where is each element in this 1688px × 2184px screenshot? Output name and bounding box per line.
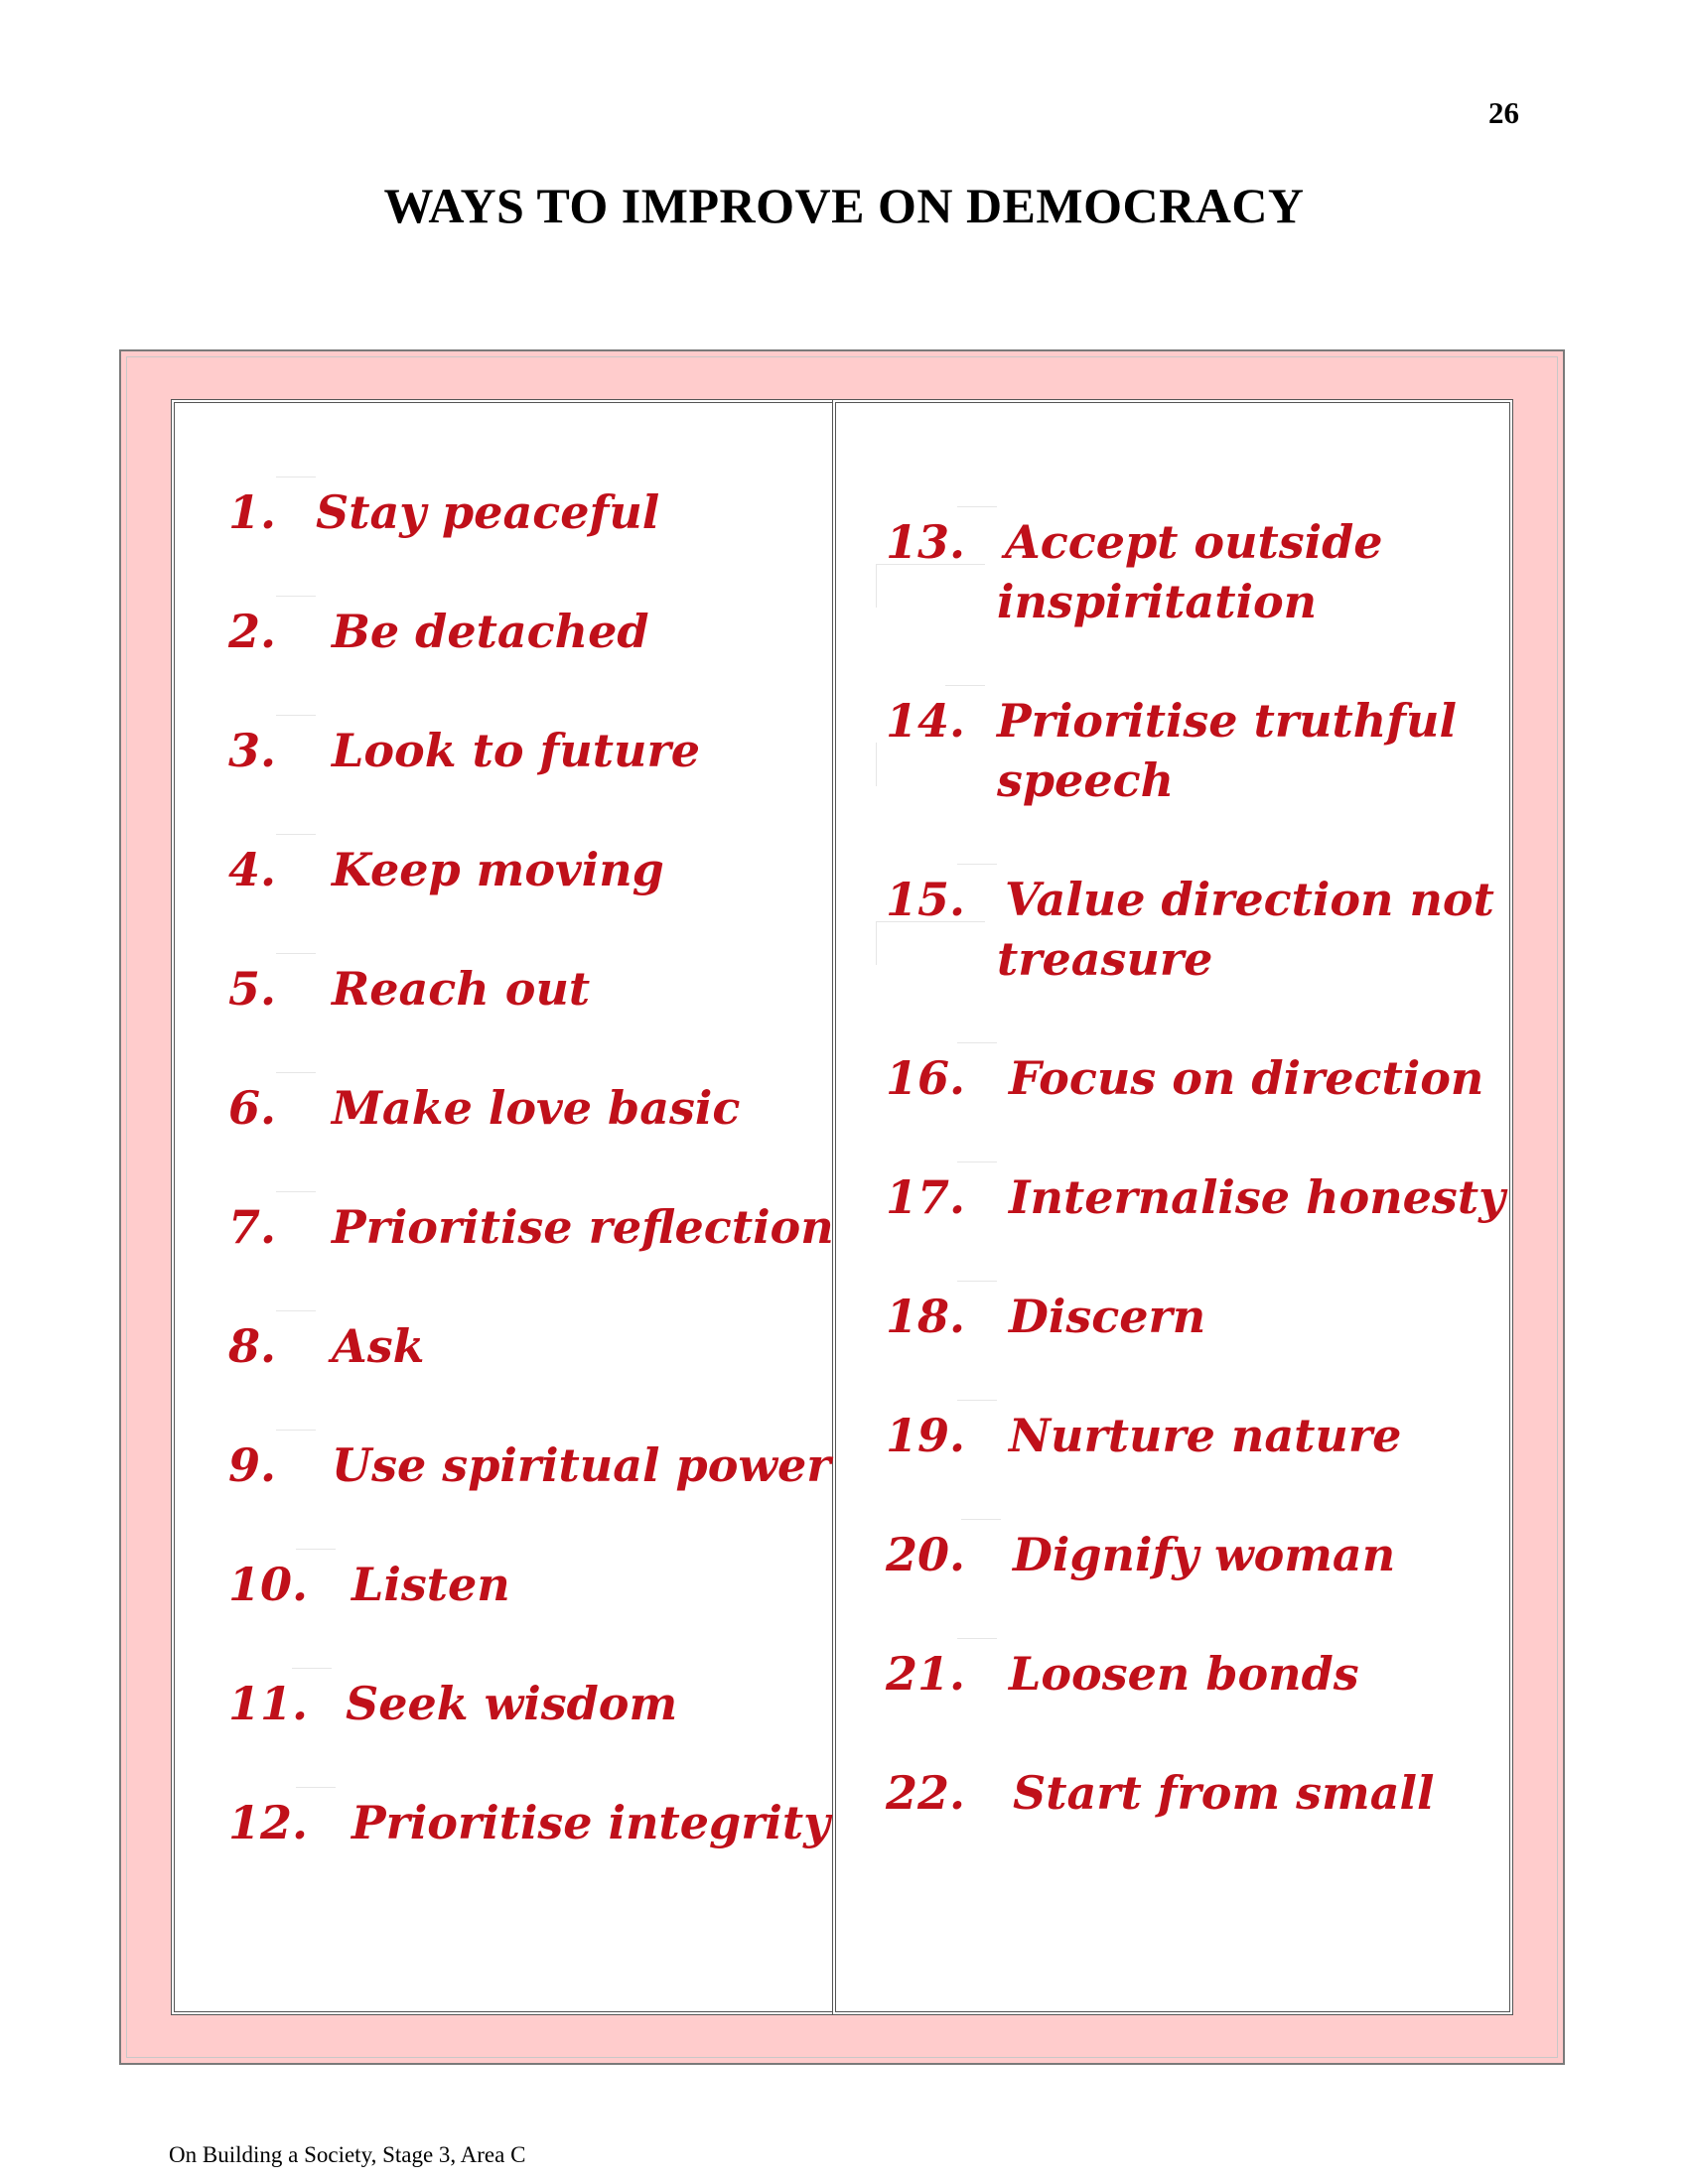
footer-text: On Building a Society, Stage 3, Area C (169, 2142, 526, 2167)
item-text: Loosen bonds (1009, 1647, 1359, 1701)
item-tick (957, 1161, 997, 1162)
item-text: Start from small (1013, 1766, 1435, 1820)
item-tick (296, 1549, 336, 1550)
item-tick (276, 596, 316, 597)
item-text-continued: treasure (997, 932, 1213, 986)
item-tick (961, 1519, 1001, 1520)
page-number: 26 (1488, 95, 1519, 130)
item-number: 16. (886, 1051, 966, 1105)
item-number: 12. (228, 1796, 309, 1849)
item-tick (276, 834, 316, 835)
item-tick (957, 1638, 997, 1639)
item-tick (276, 1430, 316, 1431)
item-number: 6. (228, 1081, 277, 1135)
item-text: Nurture nature (1009, 1409, 1402, 1462)
item-text: Dignify woman (1013, 1528, 1396, 1581)
item-text: Ask (332, 1319, 425, 1373)
item-number: 5. (228, 962, 277, 1016)
item-number: 18. (886, 1290, 966, 1343)
item-number: 13. (886, 515, 966, 569)
item-text: Seek wisdom (346, 1677, 678, 1730)
item-tick (876, 743, 877, 786)
item-number: 20. (886, 1528, 966, 1581)
item-tick (957, 1281, 997, 1282)
item-number: 17. (886, 1170, 966, 1224)
item-tick (276, 715, 316, 716)
item-number: 2. (228, 605, 277, 658)
item-number: 7. (228, 1200, 277, 1254)
item-text: Discern (1009, 1290, 1206, 1343)
item-number: 11. (228, 1677, 309, 1730)
item-tick (292, 1668, 332, 1669)
item-text-continued: inspiritation (997, 575, 1318, 628)
item-text: Reach out (332, 962, 591, 1016)
item-tick (957, 1042, 997, 1043)
item-text: Be detached (332, 605, 649, 658)
item-tick (957, 506, 997, 507)
item-number: 22. (886, 1766, 966, 1820)
item-tick (876, 921, 877, 965)
item-tick (276, 1191, 316, 1192)
item-tick (276, 953, 316, 954)
item-number: 4. (228, 843, 277, 896)
item-tick (276, 1310, 316, 1311)
item-text: Look to future (332, 724, 700, 777)
item-tick (945, 685, 985, 686)
item-text: Stay peaceful (316, 485, 660, 539)
item-text: Value direction not (1005, 873, 1494, 926)
item-text: Focus on direction (1009, 1051, 1484, 1105)
item-text: Accept outside (1005, 515, 1383, 569)
item-tick (876, 564, 877, 608)
item-tick (276, 1072, 316, 1073)
item-number: 14. (886, 694, 966, 748)
item-number: 10. (228, 1558, 309, 1611)
item-text: Make love basic (332, 1081, 741, 1135)
item-tick (276, 477, 316, 478)
item-text: Prioritise reflection (332, 1200, 834, 1254)
item-text: Prioritise integrity (352, 1796, 830, 1849)
item-text: Prioritise truthful (997, 694, 1457, 748)
item-text: Keep moving (332, 843, 664, 896)
item-number: 19. (886, 1409, 966, 1462)
item-tick (957, 1400, 997, 1401)
item-number: 1. (228, 485, 277, 539)
item-number: 15. (886, 873, 966, 926)
item-tick (296, 1787, 336, 1788)
item-text: Use spiritual power (332, 1438, 831, 1492)
item-number: 9. (228, 1438, 277, 1492)
page-title: WAYS TO IMPROVE ON DEMOCRACY (383, 178, 1305, 233)
item-number: 21. (886, 1647, 966, 1701)
item-tick (957, 864, 997, 865)
item-number: 8. (228, 1319, 277, 1373)
item-text: Listen (352, 1558, 510, 1611)
item-text-continued: speech (997, 753, 1175, 807)
item-text: Internalise honesty (1009, 1170, 1505, 1224)
item-number: 3. (228, 724, 277, 777)
